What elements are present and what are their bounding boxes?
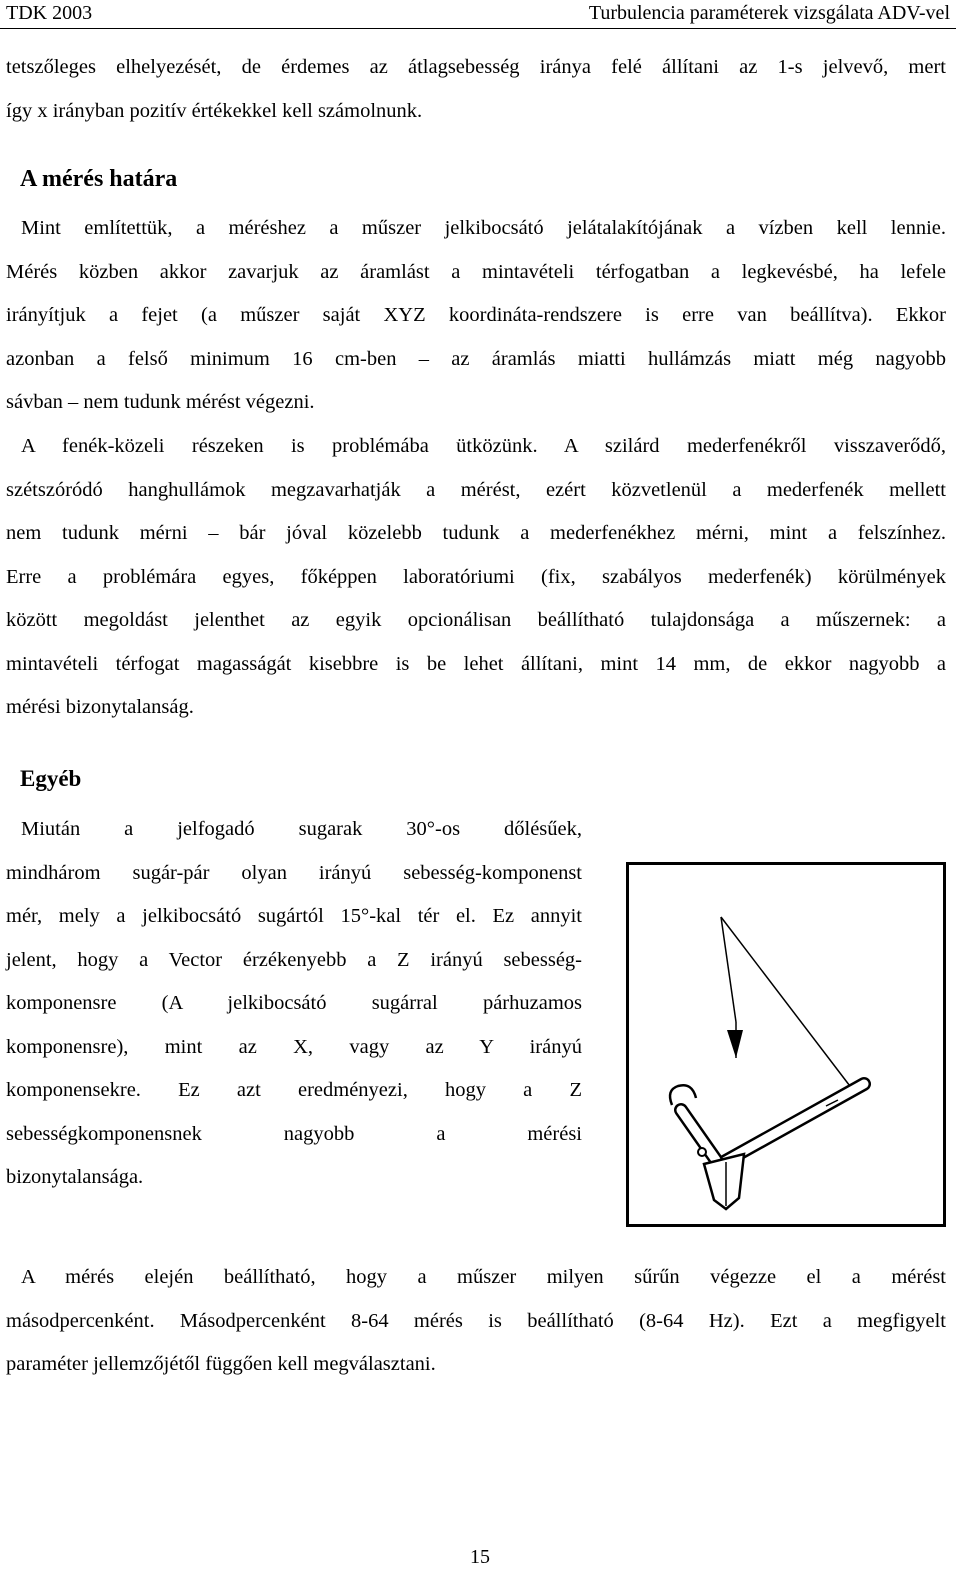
beam-line-right (721, 917, 856, 1094)
text-line: tetszőleges elhelyezését, de érdemes az átlagsebesség iránya felé állítani az 1-s jelvevő, mert (6, 56, 946, 78)
left-arm-tip (670, 1085, 696, 1105)
adv-probe-figure (626, 862, 946, 1227)
measurement-limit-paragraph-2 (6, 425, 946, 730)
header-right: Turbulencia paraméterek vizsgálata ADV-vel (588, 2, 950, 24)
text-line: A fenék-közeli részeken is problémába ütközünk. A szilárd mederfenékről visszaverődő, (21, 435, 946, 457)
text-line: A mérés elején beállítható, hogy a műszer milyen sűrűn végezze el a mérést (21, 1266, 946, 1288)
text-line: nem tudunk mérni – bár jóval közelebb tudunk a mederfenékhez mérni, mint a felszínhez. (6, 522, 946, 544)
header-left: TDK 2003 (6, 2, 93, 24)
text-line: komponensre), mint az X, vagy az Y irányú (6, 1035, 582, 1058)
text-line: komponensre (A jelkibocsátó sugárral párhuzamos (6, 992, 582, 1014)
left-arm-joint (698, 1148, 706, 1156)
arrow-icon (727, 1030, 743, 1058)
text-line: mindhárom sugár-pár olyan irányú sebesség-komponenst (6, 861, 582, 884)
figure-frame (628, 864, 945, 1226)
text-line: mintavételi térfogat magasságát kisebbre is be lehet állítani, mint 14 mm, de ekkor nagyobb a (6, 652, 946, 675)
page-number: 15 (470, 1546, 490, 1568)
section-heading-measurement-limit: A mérés határa (20, 166, 178, 192)
right-arm (724, 1084, 864, 1162)
text-line: azonban a felső minimum 16 cm-ben – az áramlás miatti hullámzás miatt még nagyobb (6, 347, 946, 370)
text-line: jelent, hogy a Vector érzékenyebb a Z irányú sebesség- (6, 948, 582, 971)
text-line: mér, mely a jelkibocsátó sugártól 15°-kal tér el. Ez annyit (6, 905, 582, 927)
text-line: Mint említettük, a méréshez a műszer jelkibocsátó jelátalakítójának a vízben kell lennie. (21, 217, 946, 239)
text-line: bizonytalansága. (6, 1166, 144, 1188)
text-line: Miután a jelfogadó sugarak 30°-os dőlésűek, (21, 818, 582, 840)
text-line: másodpercenként. Másodpercenként 8-64 mérés is beállítható (8-64 Hz). Ezt a megfigyelt (6, 1309, 946, 1332)
text-line: így x irányban pozitív értékekkel kell számolnunk. (6, 99, 423, 122)
text-line: mérési bizonytalanság. (6, 696, 194, 718)
text-line: paraméter jellemzőjétől függően kell megválasztani. (6, 1353, 436, 1375)
text-line: szétszóródó hanghullámok megzavarhatják a mérést, ezért közvetlenül a mederfenék mellett (6, 478, 946, 501)
other-paragraph-1 (6, 808, 582, 1200)
text-line: irányítjuk a fejet (a műszer saját XYZ koordináta-rendszere is erre van beállítva). Ekkor (6, 304, 946, 326)
other-paragraph-2 (6, 1256, 946, 1387)
text-line: sebességkomponensnek nagyobb a mérési (6, 1122, 582, 1145)
section-heading-other: Egyéb (20, 766, 82, 791)
text-line: komponensekre. Ez azt eredményezi, hogy a Z (6, 1079, 582, 1101)
text-line: sávban – nem tudunk mérést végezni. (6, 391, 315, 413)
intro-paragraph (6, 46, 946, 133)
page-header (0, 0, 956, 29)
probe-diagram-svg (626, 862, 946, 1227)
measurement-limit-paragraph-1 (6, 207, 946, 425)
text-line: Erre a problémára egyes, főképpen laboratóriumi (fix, szabályos mederfenék) körülmények (6, 565, 946, 588)
left-arm (670, 1085, 716, 1160)
probe-body (704, 1154, 744, 1209)
text-line: Mérés közben akkor zavarjuk az áramlást a mintavételi térfogatban a legkevésbé, ha lefele (6, 260, 946, 283)
text-line: között megoldást jelenthet az egyik opcionálisan beállítható tulajdonsága a műszernek: a (6, 609, 946, 631)
